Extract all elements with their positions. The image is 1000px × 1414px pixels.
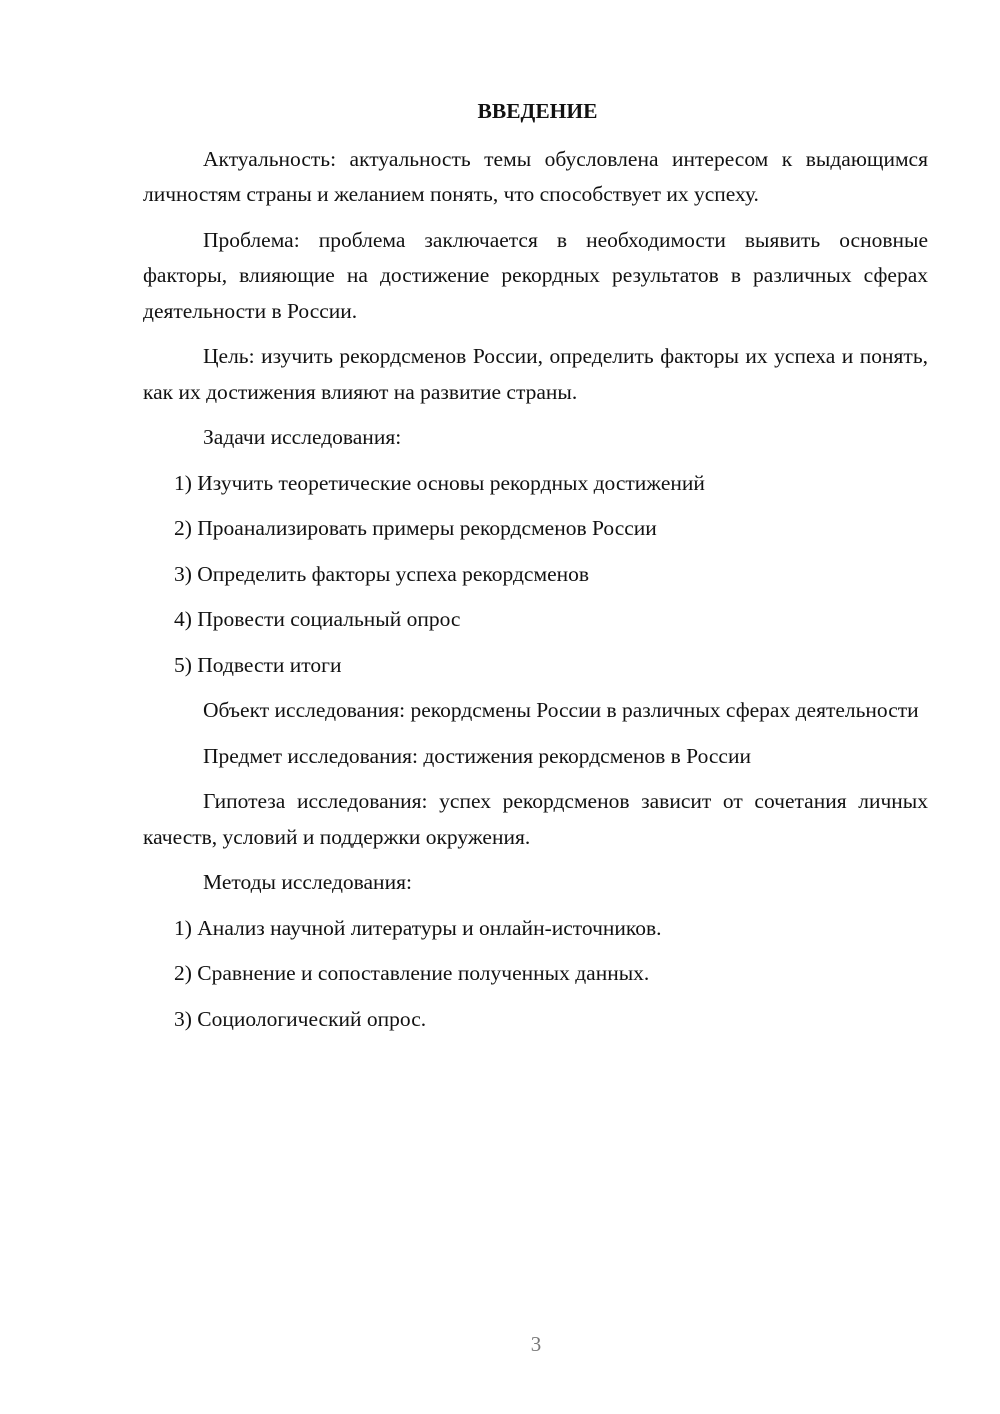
method-item: 3) Социологический опрос. <box>174 1006 427 1031</box>
task-item: 3) Определить факторы успеха рекордсменов <box>174 561 590 586</box>
section-heading: ВВЕДЕНИЕ <box>477 99 598 123</box>
task-item: 2) Проанализировать примеры рекордсменов России <box>174 516 657 540</box>
page-content <box>143 94 928 1037</box>
object-paragraph: Объект исследования: рекордсмены России в различных сферах деятельности <box>203 698 919 722</box>
task-item: 1) Изучить теоретические основы рекордных достижений <box>174 470 705 495</box>
task-item: 4) Провести социальный опрос <box>174 607 461 631</box>
methods-heading: Методы исследования: <box>203 870 412 894</box>
problem-paragraph: Проблема: проблема заключается в необходимости выявить основные факторы, влияющие на достижение рекордных результатов в различных сферах деятельности в России. <box>143 227 928 323</box>
task-item: 5) Подвести итоги <box>174 652 342 677</box>
subject-paragraph: Предмет исследования: достижения рекордсменов в России <box>203 743 751 768</box>
relevance-paragraph: Актуальность: актуальность темы обусловлена интересом к выдающимся личностям страны и желанием понять, что способствует их успеху. <box>143 146 928 206</box>
page-number: 3 <box>530 1332 542 1356</box>
method-item: 1) Анализ научной литературы и онлайн-источников. <box>174 915 662 940</box>
tasks-heading: Задачи исследования: <box>203 425 402 449</box>
method-item: 2) Сравнение и сопоставление полученных данных. <box>174 961 650 985</box>
hypothesis-paragraph: Гипотеза исследования: успех рекордсменов зависит от сочетания личных качеств, условий и поддержки окружения. <box>143 789 928 849</box>
goal-paragraph: Цель: изучить рекордсменов России, определить факторы их успеха и понять, как их достижения влияют на развитие страны. <box>143 344 928 404</box>
